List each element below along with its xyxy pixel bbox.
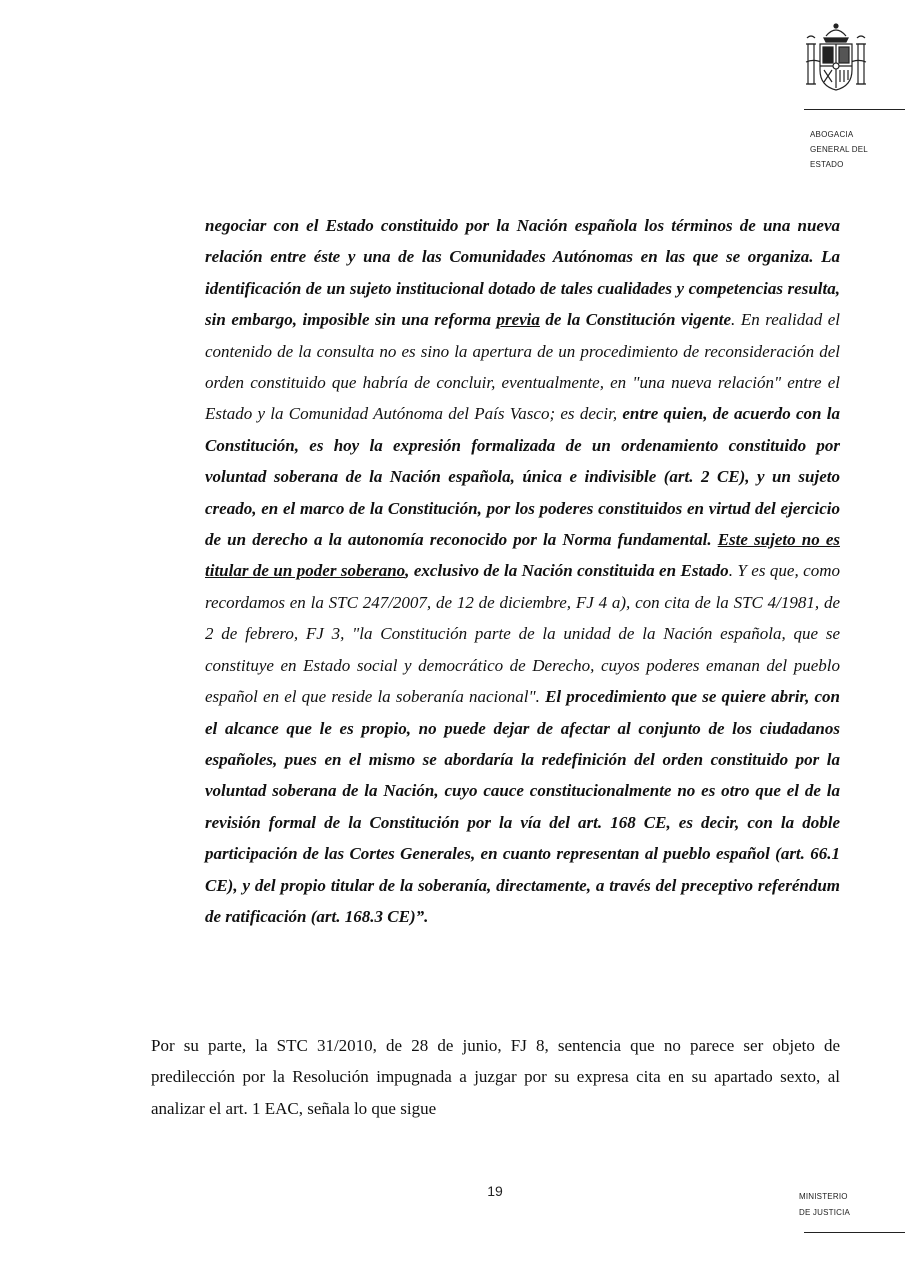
- ministry-name-line: MINISTERIO: [799, 1192, 848, 1201]
- quote-bold-text: , exclusivo de la Nación constituida en Estado: [405, 561, 729, 581]
- quote-bold-text: El procedimiento que se quiere abrir, con el alcance que le es propio, no puede dejar de afectar al conjunto de los ciudadanos españoles, pues en el mismo se abordaría la redefinición del orden constituido por la voluntad soberana de la Nación, cuyo cauce constitucionalmente no es otro que el de la revisión formal de la Constitución por la vía del art. 168 CE, es decir, con la doble participación de las Cortes Generales, en cuanto representan al pueblo español (art. 66.1 CE), y del propio titular de la soberanía, directamente, a través del preceptivo referéndum de ratificación (art. 168.3 CE)”.: [205, 687, 840, 926]
- quote-bold-text: de la Constitución vigente: [539, 310, 732, 330]
- quote-bold-text: entre quien, de acuerdo con la Constitución, es hoy la expresión formalizada de un ordenamiento constituido por voluntad soberana de la Nación española, única e indivisible (art. 2 CE), y un sujeto creado, en el marco de la Constitución, por los poderes constituidos en virtud del ejercicio de un derecho a la autonomía reconocido por la Norma fundamental.: [205, 404, 840, 550]
- page-number: 19: [487, 1183, 503, 1199]
- spanish-coat-of-arms-icon: [804, 22, 868, 96]
- quote-italic-text: . Y es que, como recordamos en la STC 247/2007, de 12 de diciembre, FJ 4 a), con cita de la STC 4/1981, de 2 de febrero, FJ 3, "la Constitución parte de la unidad de la Nación española, que se constituye en Estado social y democrático de Derecho, cuyos poderes emanan del pueblo español en el que reside la soberanía nacional".: [205, 561, 841, 707]
- ministry-name-line: DE JUSTICIA: [799, 1208, 851, 1217]
- quote-underlined-text: previa: [496, 310, 540, 330]
- footer-rule: [804, 1232, 905, 1233]
- quote-italic-text: . En realidad el contenido de la consulta no es sino la apertura de un procedimiento de reconsideración del orden constituido que habría de concluir, eventualmente, en "una nueva relación" entre el Estado y la Comunidad Autónoma del País Vasco; es decir,: [205, 310, 840, 424]
- header-rule: [804, 109, 905, 110]
- org-name-line: GENERAL DEL: [810, 145, 868, 154]
- body-paragraph: Por su parte, la STC 31/2010, de 28 de junio, FJ 8, sentencia que no parece ser objeto de predilección por la Resolución impugnada a juzgar por su expresa cita en su apartado sexto, al analizar el art. 1 EAC, señala lo que sigue: [151, 1036, 840, 1118]
- quote-underlined-text: Este sujeto no es titular de un poder soberano: [205, 530, 840, 581]
- quoted-judgment-block: [205, 210, 840, 932]
- org-name-line: ABOGACIA: [810, 130, 854, 139]
- quote-bold-text: negociar con el Estado constituido por la Nación española los términos de una nueva relación entre éste y una de las Comunidades Autónomas en las que se organiza. La identificación de un sujeto institucional dotado de tales cualidades y competencias resulta, sin embargo, imposible sin una reforma: [205, 216, 840, 330]
- org-name-line: ESTADO: [810, 160, 844, 169]
